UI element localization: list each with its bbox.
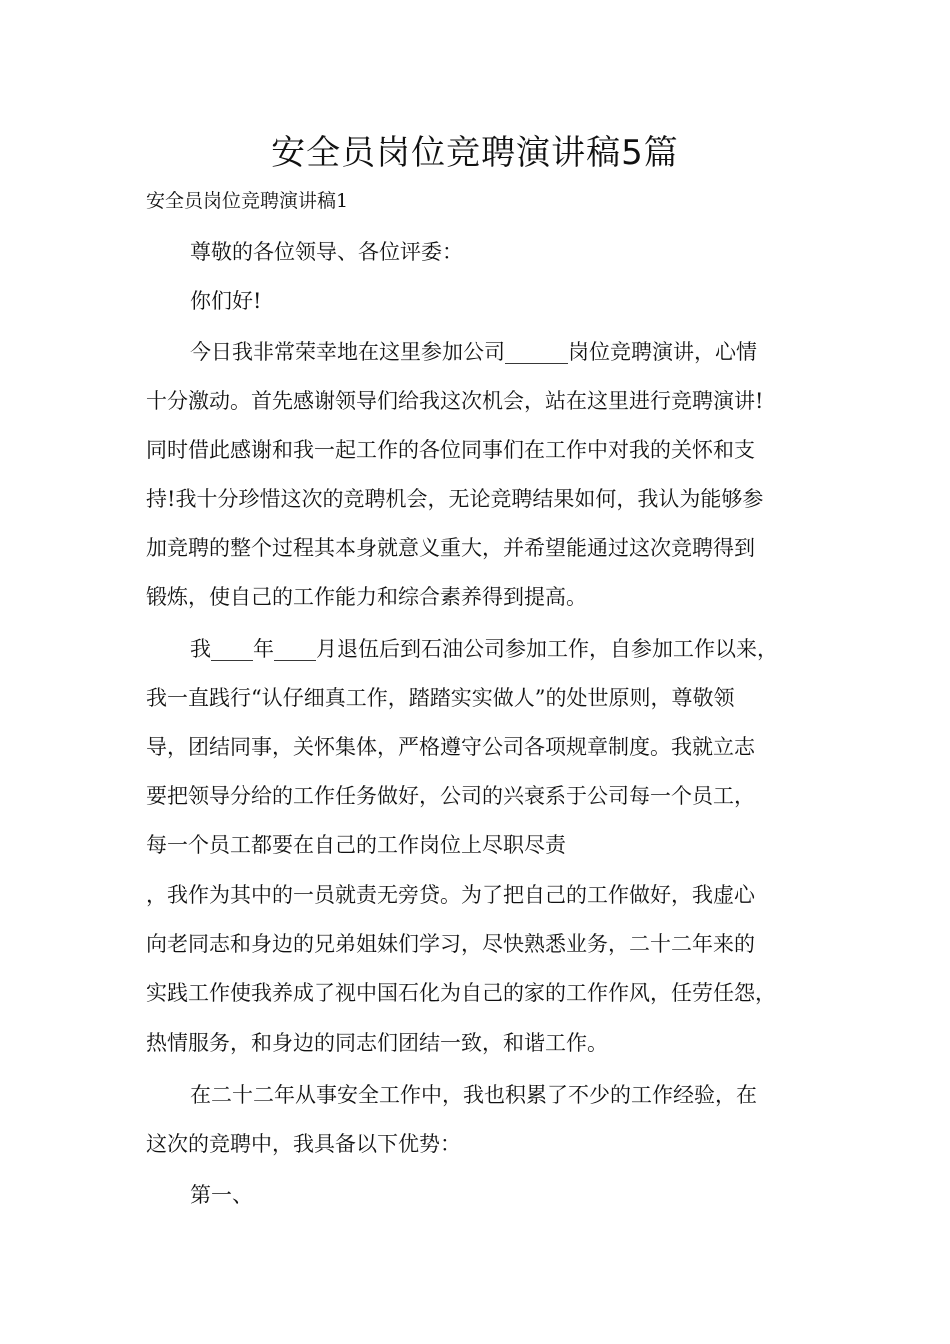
paragraph-line: 热情服务，和身边的同志们团结一致，和谐工作。 [146, 1031, 608, 1055]
paragraph-line: 今日我非常荣幸地在这里参加公司______岗位竞聘演讲，心情 [190, 340, 757, 364]
paragraph-line: 锻炼，使自己的工作能力和综合素养得到提高。 [146, 585, 587, 609]
greeting: 你们好! [190, 289, 262, 313]
paragraph-line: 我____年____月退伍后到石油公司参加工作，自参加工作以来， [190, 637, 778, 661]
paragraph-line: 每一个员工都要在自己的工作岗位上尽职尽责 [146, 833, 566, 857]
paragraph-line: 要把领导分给的工作任务做好，公司的兴衰系于公司每一个员工， [146, 784, 755, 808]
paragraph-line: 加竞聘的整个过程其本身就意义重大，并希望能通过这次竞聘得到 [146, 536, 755, 560]
list-item-first: 第一、 [190, 1183, 253, 1207]
paragraph-line: 在二十二年从事安全工作中，我也积累了不少的工作经验，在 [190, 1083, 757, 1107]
paragraph-line: 我一直践行“认仔细真工作，踏踏实实做人”的处世原则，尊敬领 [146, 686, 735, 710]
salutation: 尊敬的各位领导、各位评委： [190, 240, 463, 264]
paragraph-line: 持!我十分珍惜这次的竞聘机会，无论竞聘结果如何，我认为能够参 [146, 487, 764, 511]
paragraph-line: 这次的竞聘中，我具备以下优势： [146, 1132, 461, 1156]
paragraph-line: 实践工作使我养成了视中国石化为自己的家的工作作风，任劳任怨， [146, 981, 776, 1005]
document-title: 安全员岗位竞聘演讲稿5篇 [271, 133, 679, 173]
section-heading: 安全员岗位竞聘演讲稿1 [146, 190, 349, 212]
paragraph-line: 十分激动。首先感谢领导们给我这次机会，站在这里进行竞聘演讲! [146, 389, 764, 413]
paragraph-line: ，我作为其中的一员就责无旁贷。为了把自己的工作做好，我虚心 [146, 883, 755, 907]
paragraph-line: 导，团结同事，关怀集体，严格遵守公司各项规章制度。我就立志 [146, 735, 755, 759]
paragraph-line: 同时借此感谢和我一起工作的各位同事们在工作中对我的关怀和支 [146, 438, 755, 462]
paragraph-line: 向老同志和身边的兄弟姐妹们学习，尽快熟悉业务，二十二年来的 [146, 932, 755, 956]
